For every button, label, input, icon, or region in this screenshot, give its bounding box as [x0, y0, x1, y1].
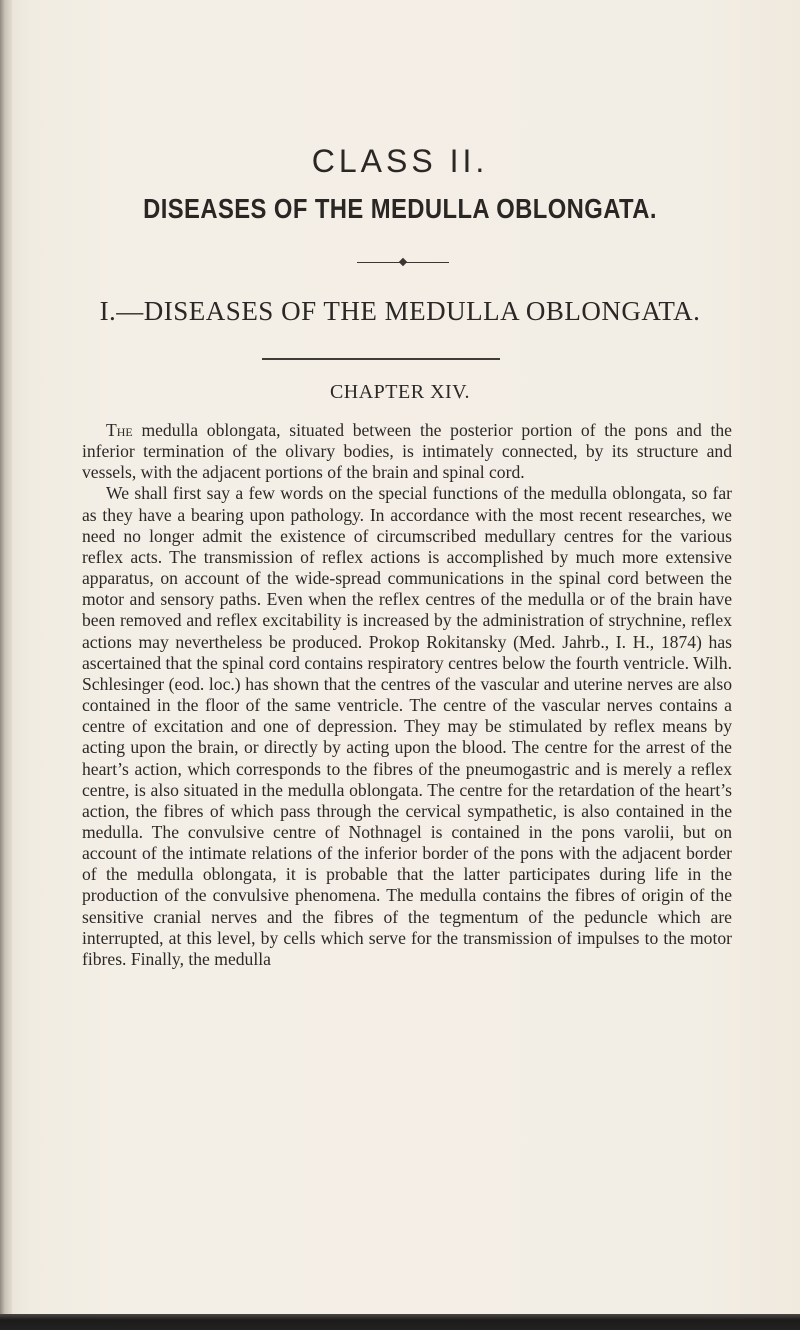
section-heading: I.—DISEASES OF THE MEDULLA OBLONGATA.: [99, 296, 701, 326]
paragraph-1-text: medulla oblongata, situated between the posterior portion of the pons and the inferior termination of the olivary bodies, is intimately connected, by its structure and vessels, with the adjacent portions of the brain and spinal cord.: [82, 420, 732, 483]
page-bottom-edge: [0, 1314, 800, 1330]
body-text: [82, 420, 732, 970]
chapter-heading: CHAPTER XIV.: [329, 381, 471, 403]
diamond-ornament-icon: [399, 258, 407, 266]
section-divider: [262, 358, 500, 360]
page-binding-edge: [0, 0, 12, 1330]
paragraph-1: [82, 420, 732, 483]
class-heading: CLASS II.: [311, 143, 489, 179]
paragraph-2: We shall first say a few words on the special functions of the medulla oblongata, so far as they have a bearing upon pathology. In accordance with the most recent researches, we need no longer admit the existence of circumscribed medullary centres for the various reflex acts. The transmission of reflex actions is accomplished by much more extensive apparatus, on account of the wide-spread communications in the spinal cord between the motor and sensory paths. Even when the reflex centres of the medulla or of the brain have been removed and reflex excitability is increased by the administration of strychnine, reflex actions may nevertheless be produced. Prokop Rokitansky (Med. Jahrb., I. H., 1874) has ascertained that the spinal cord contains respiratory centres below the fourth ventricle. Wilh. Schlesinger (eod. loc.) has shown that the centres of the vascular and uterine nerves are also contained in the floor of the same ventricle. The centre of the vascular nerves contains a centre of excitation and one of depression. They may be stimulated by reflex means by acting upon the brain, or directly by acting upon the blood. The centre for the arrest of the heart’s action, which corresponds to the fibres of the pneumogastric and is merely a reflex centre, is also situated in the medulla oblongata. The centre for the retardation of the heart’s action, the fibres of which pass through the cervical sympathetic, is also contained in the medulla. The convulsive centre of Nothnagel is contained in the pons varolii, but on account of the intimate relations of the inferior border of the pons with the adjacent border of the medulla oblongata, it is probable that the latter participates during life in the production of the convulsive phenomena. The medulla contains the fibres of origin of the sensitive cranial nerves and the fibres of the tegmentum of the peduncle which are interrupted, at this level, by cells which serve for the transmission of impulses to the motor fibres. Finally, the medulla: [82, 483, 732, 969]
main-title: DISEASES OF THE MEDULLA OBLONGATA.: [143, 193, 657, 224]
paragraph-lead-word: The: [106, 420, 133, 440]
